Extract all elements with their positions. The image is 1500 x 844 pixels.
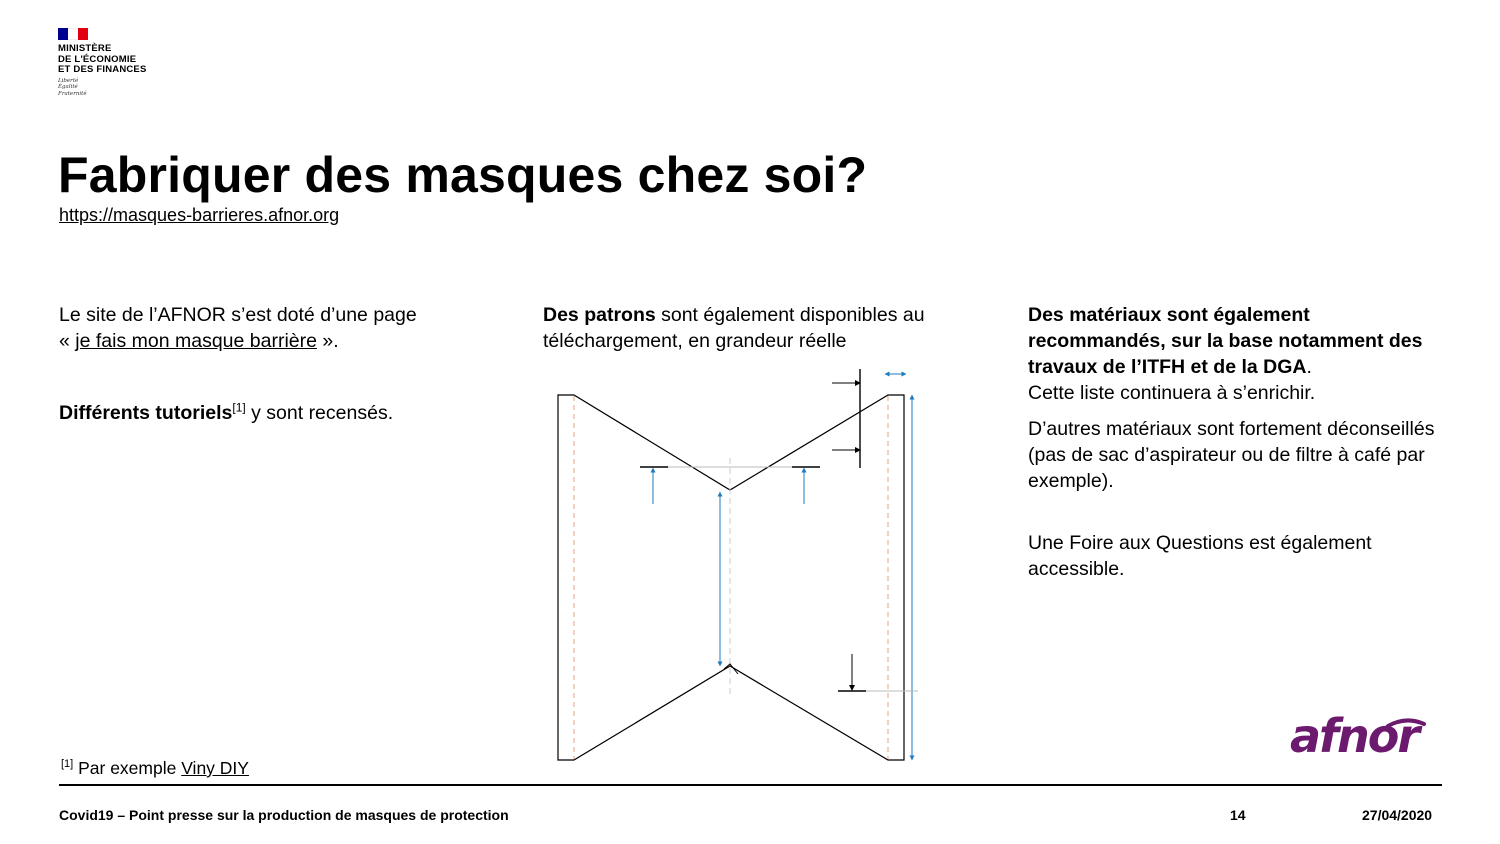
patterns-paragraph: Des patrons sont également disponibles au téléchargement, en grandeur réelle: [543, 304, 925, 352]
ministry-logo: [58, 28, 188, 97]
materials-discouraged-paragraph: D’autres matériaux sont fortement déconseillés (pas de sac d’aspirateur ou de filtre à café par exemple).: [1028, 418, 1435, 492]
column-patterns: [543, 302, 963, 354]
footer-divider: [59, 784, 1442, 786]
footer-caption: Covid19 – Point presse sur la production de masques de protection: [59, 807, 509, 823]
materials-recommended-paragraph: Des matériaux sont également recommandés, sur la base notamment des travaux de l’ITFH et de la DGA. Cette liste continuera à s’enrichir.: [1028, 304, 1423, 404]
viny-diy-link[interactable]: Viny DIY: [181, 758, 249, 778]
afnor-page-paragraph: Le site de l’AFNOR s’est doté d’une page « je fais mon masque barrière ».: [59, 304, 417, 352]
column-materials: [1028, 302, 1448, 582]
afnor-logo-text: afnor: [1290, 712, 1419, 762]
footer-date: 27/04/2020: [1362, 807, 1433, 823]
french-flag-icon: [58, 28, 88, 40]
slide-title: Fabriquer des masques chez soi?: [58, 147, 868, 203]
afnor-logo: [1288, 712, 1448, 762]
faq-paragraph: Une Foire aux Questions est également accessible.: [1028, 532, 1372, 580]
column-afnor-site: [59, 302, 499, 426]
afnor-url-link[interactable]: https://masques-barrieres.afnor.org: [59, 205, 340, 225]
footnote-ref[interactable]: [1]: [232, 400, 246, 415]
ministry-name: MINISTÈRE DE L'ÉCONOMIE ET DES FINANCES: [58, 43, 147, 75]
republic-motto: Liberté Égalité Fraternité: [58, 77, 87, 97]
masque-barriere-link[interactable]: je fais mon masque barrière: [75, 330, 317, 352]
footnote: [1] Par exemple Viny DIY: [61, 758, 249, 778]
tutorials-paragraph: Différents tutoriels[1] y sont recensés.: [59, 400, 394, 424]
page-number: 14: [1230, 807, 1246, 823]
mask-pattern-diagram: [540, 366, 940, 766]
